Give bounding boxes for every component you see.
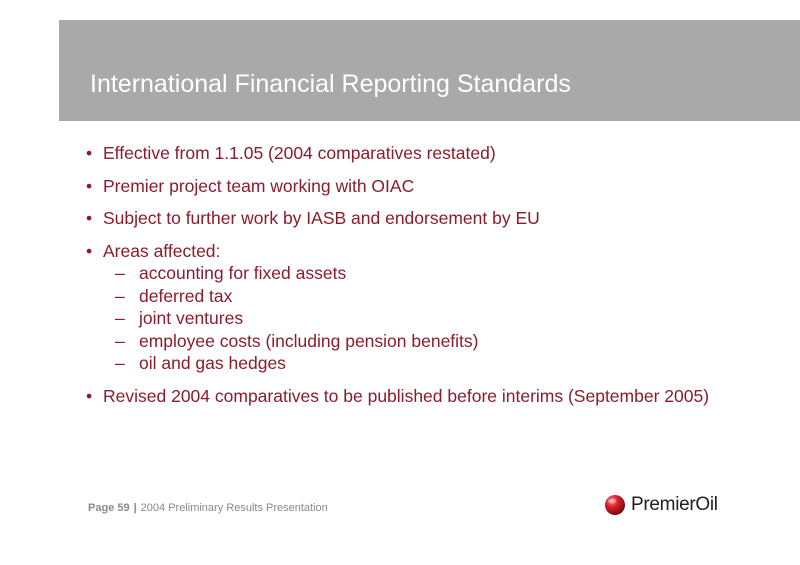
sub-item-employee-costs: – employee costs (including pension benefits): [103, 330, 776, 353]
page-number: Page 59: [88, 502, 130, 514]
sub-item-hedges: – oil and gas hedges: [103, 352, 776, 375]
footer-separator: |: [133, 502, 137, 514]
slide-title: International Financial Reporting Standards: [90, 70, 571, 98]
bullet-project-team: • Premier project team working with OIAC: [86, 175, 776, 198]
sub-item-fixed-assets: – accounting for fixed assets: [103, 262, 776, 285]
premier-oil-globe-icon: [604, 494, 626, 516]
sub-item-joint-ventures: – joint ventures: [103, 307, 776, 330]
bullet-effective: • Effective from 1.1.05 (2004 comparatives restated): [86, 142, 776, 165]
bullet-revised-comparatives: • Revised 2004 comparatives to be published before interims (September 2005): [86, 385, 776, 408]
logo-text: PremierOil: [631, 494, 718, 515]
premier-oil-logo: [604, 492, 718, 518]
footer-text: 2004 Preliminary Results Presentation: [140, 502, 328, 514]
bullet-further-work: • Subject to further work by IASB and endorsement by EU: [86, 207, 776, 230]
sub-item-deferred-tax: – deferred tax: [103, 285, 776, 308]
areas-affected-list: [103, 262, 776, 375]
bullet-areas-affected: [86, 240, 776, 375]
slide-content: [86, 142, 776, 417]
footer: [88, 502, 328, 514]
bullet-areas-affected-label: Areas affected:: [103, 240, 221, 261]
